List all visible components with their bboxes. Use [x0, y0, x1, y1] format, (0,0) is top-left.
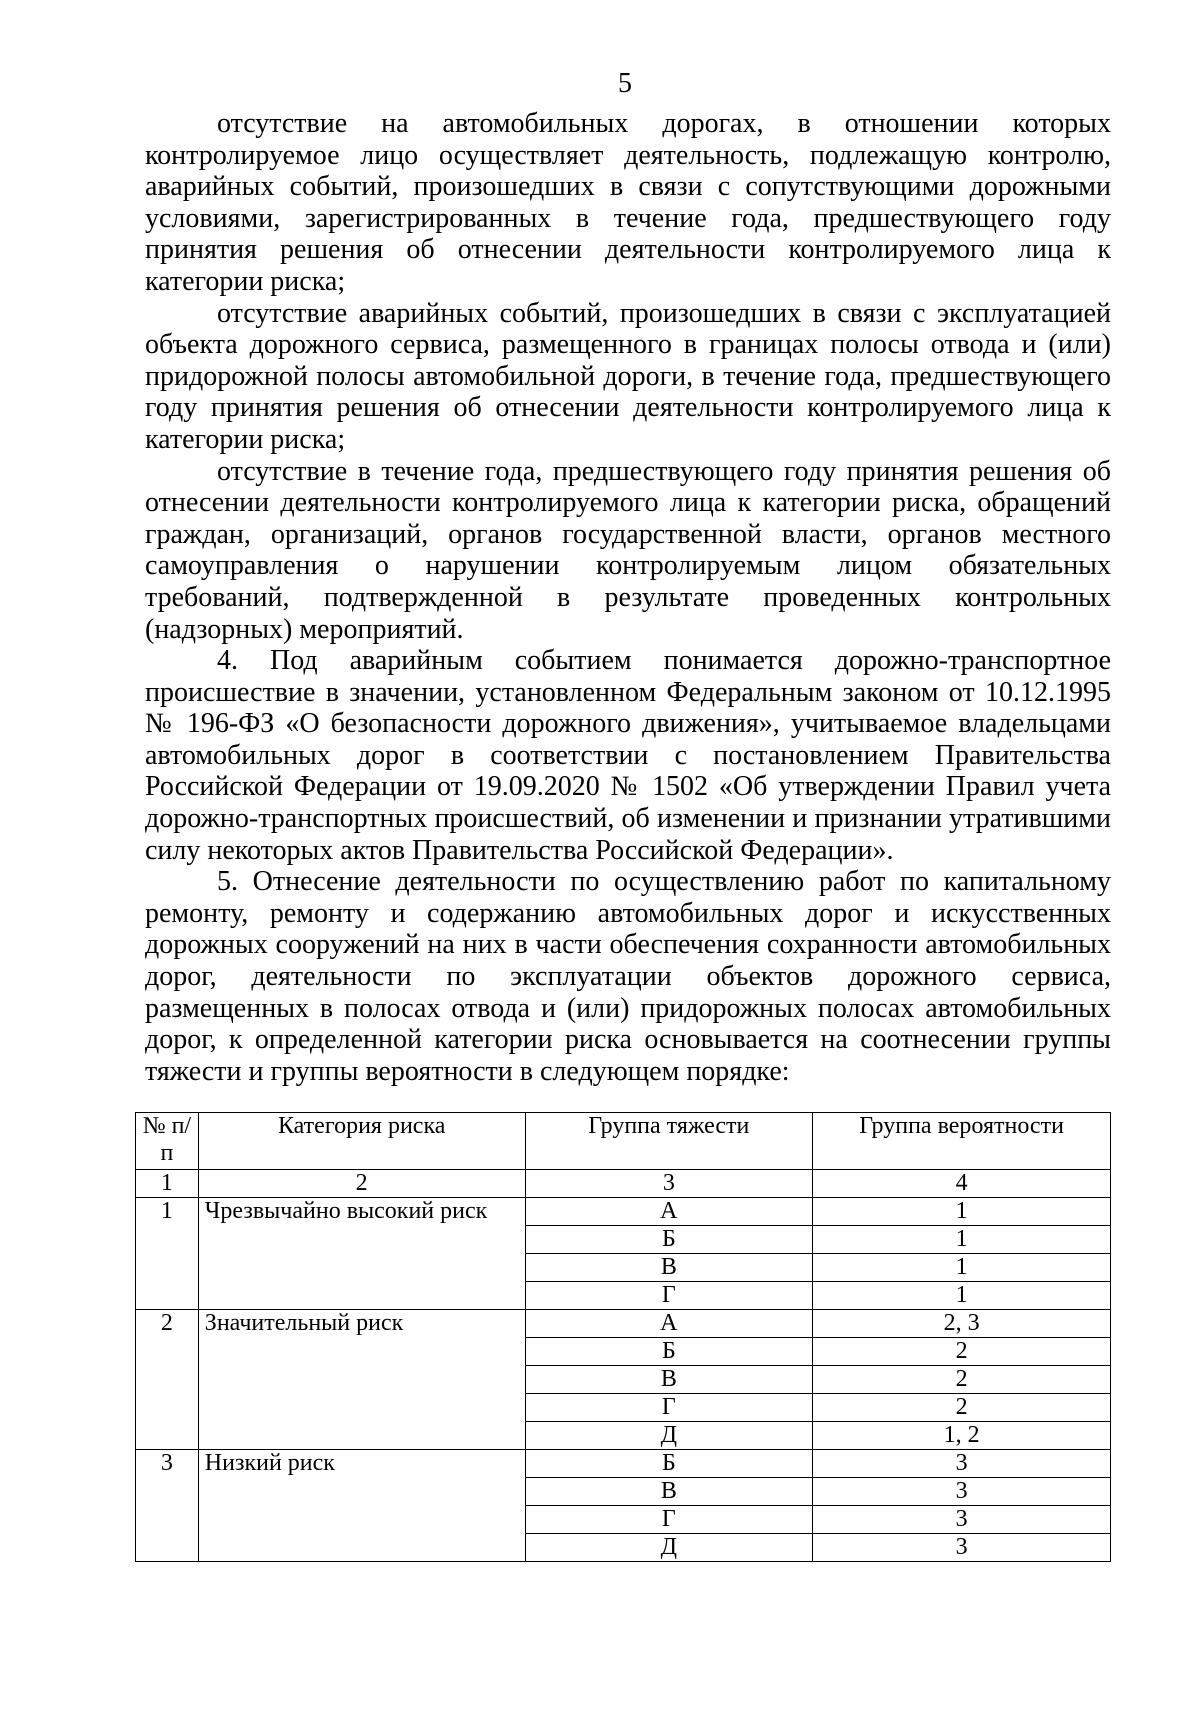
probability-group-cell: 1 [813, 1198, 1111, 1226]
probability-group-cell: 1 [813, 1282, 1111, 1310]
body-text [145, 108, 1111, 1087]
probability-group-cell: 1 [813, 1226, 1111, 1254]
table-column-numbers-row [136, 1170, 1111, 1198]
row-number: 1 [136, 1198, 199, 1310]
severity-group-cell: Г [525, 1506, 813, 1534]
table-row [136, 1450, 1111, 1478]
header-severity-group: Группа тяжести [525, 1113, 813, 1170]
column-number: 1 [136, 1170, 199, 1198]
risk-category-cell: Чрезвычайно высокий риск [198, 1198, 525, 1310]
risk-category-cell: Низкий риск [198, 1450, 525, 1562]
severity-group-cell: А [525, 1198, 813, 1226]
severity-group-cell: Д [525, 1534, 813, 1562]
severity-group-cell: А [525, 1310, 813, 1338]
column-number: 2 [198, 1170, 525, 1198]
paragraph-no-complaints: отсутствие в течение года, предшествующего году принятия решения об отнесении деятельности контролируемого лица к категории риска, обращений граждан, организаций, органов государственной власти, органов местного самоуправления о нарушении контролируемым лицом обязательных требований, подтвержденной в результате проведенных контрольных (надзорных) мероприятий. [145, 455, 1111, 645]
severity-group-cell: В [525, 1366, 813, 1394]
probability-group-cell: 3 [813, 1478, 1111, 1506]
page-number: 5 [618, 68, 632, 99]
probability-group-cell: 3 [813, 1506, 1111, 1534]
severity-group-cell: Б [525, 1226, 813, 1254]
probability-group-cell: 2 [813, 1338, 1111, 1366]
table-row [136, 1310, 1111, 1338]
paragraph-road-accidents: отсутствие на автомобильных дорогах, в отношении которых контролируемое лицо осуществляет деятельность, подлежащую контролю, аварийных событий, произошедших в связи с сопутствующими дорожными условиями, зарегистрированных в течение года, предшествующего году принятия решения об отнесении деятельности контролируемого лица к категории риска; [145, 108, 1111, 297]
severity-group-cell: Г [525, 1394, 813, 1422]
header-risk-category: Категория риска [198, 1113, 525, 1170]
probability-group-cell: 1, 2 [813, 1422, 1111, 1450]
row-number: 2 [136, 1310, 199, 1450]
severity-group-cell: В [525, 1254, 813, 1282]
risk-category-table [135, 1112, 1111, 1562]
severity-group-cell: В [525, 1478, 813, 1506]
column-number: 3 [525, 1170, 813, 1198]
probability-group-cell: 3 [813, 1534, 1111, 1562]
severity-group-cell: Б [525, 1338, 813, 1366]
risk-category-cell: Значительный риск [198, 1310, 525, 1450]
paragraph-road-service-accidents: отсутствие аварийных событий, произошедших в связи с эксплуатацией объекта дорожного сервиса, размещенного в границах полосы отвода и (или) придорожной полосы автомобильной дороги, в течение года, предшествующего году принятия решения об отнесении деятельности контролируемого лица к категории риска; [145, 297, 1111, 455]
severity-group-cell: Д [525, 1422, 813, 1450]
paragraph-5-risk-assignment: 5. Отнесение деятельности по осуществлению работ по капитальному ремонту, ремонту и содержанию автомобильных дорог и искусственных дорожных сооружений на них в части обеспечения сохранности автомобильных дорог, деятельности по эксплуатации объектов дорожного сервиса, размещенных в полосах отвода и (или) придорожных полосах автомобильных дорог, к определенной категории риска основывается на соотнесении группы тяжести и группы вероятности в следующем порядке: [145, 866, 1111, 1087]
table-header-row [136, 1113, 1111, 1170]
row-number: 3 [136, 1450, 199, 1562]
severity-group-cell: Б [525, 1450, 813, 1478]
probability-group-cell: 2 [813, 1366, 1111, 1394]
header-number: № п/п [136, 1113, 199, 1170]
probability-group-cell: 2, 3 [813, 1310, 1111, 1338]
severity-group-cell: Г [525, 1282, 813, 1310]
probability-group-cell: 3 [813, 1450, 1111, 1478]
probability-group-cell: 1 [813, 1254, 1111, 1282]
paragraph-4-accident-definition: 4. Под аварийным событием понимается дорожно-транспортное происшествие в значении, установленном Федеральным законом от 10.12.1995 № 196-ФЗ «О безопасности дорожного движения», учитываемое владельцами автомобильных дорог в соответствии с постановлением Правительства Российской Федерации от 19.09.2020 № 1502 «Об утверждении Правил учета дорожно-транспортных происшествий, об изменении и признании утратившими силу некоторых актов Правительства Российской Федерации». [145, 645, 1111, 866]
header-probability-group: Группа вероятности [813, 1113, 1111, 1170]
column-number: 4 [813, 1170, 1111, 1198]
table-row [136, 1198, 1111, 1226]
probability-group-cell: 2 [813, 1394, 1111, 1422]
